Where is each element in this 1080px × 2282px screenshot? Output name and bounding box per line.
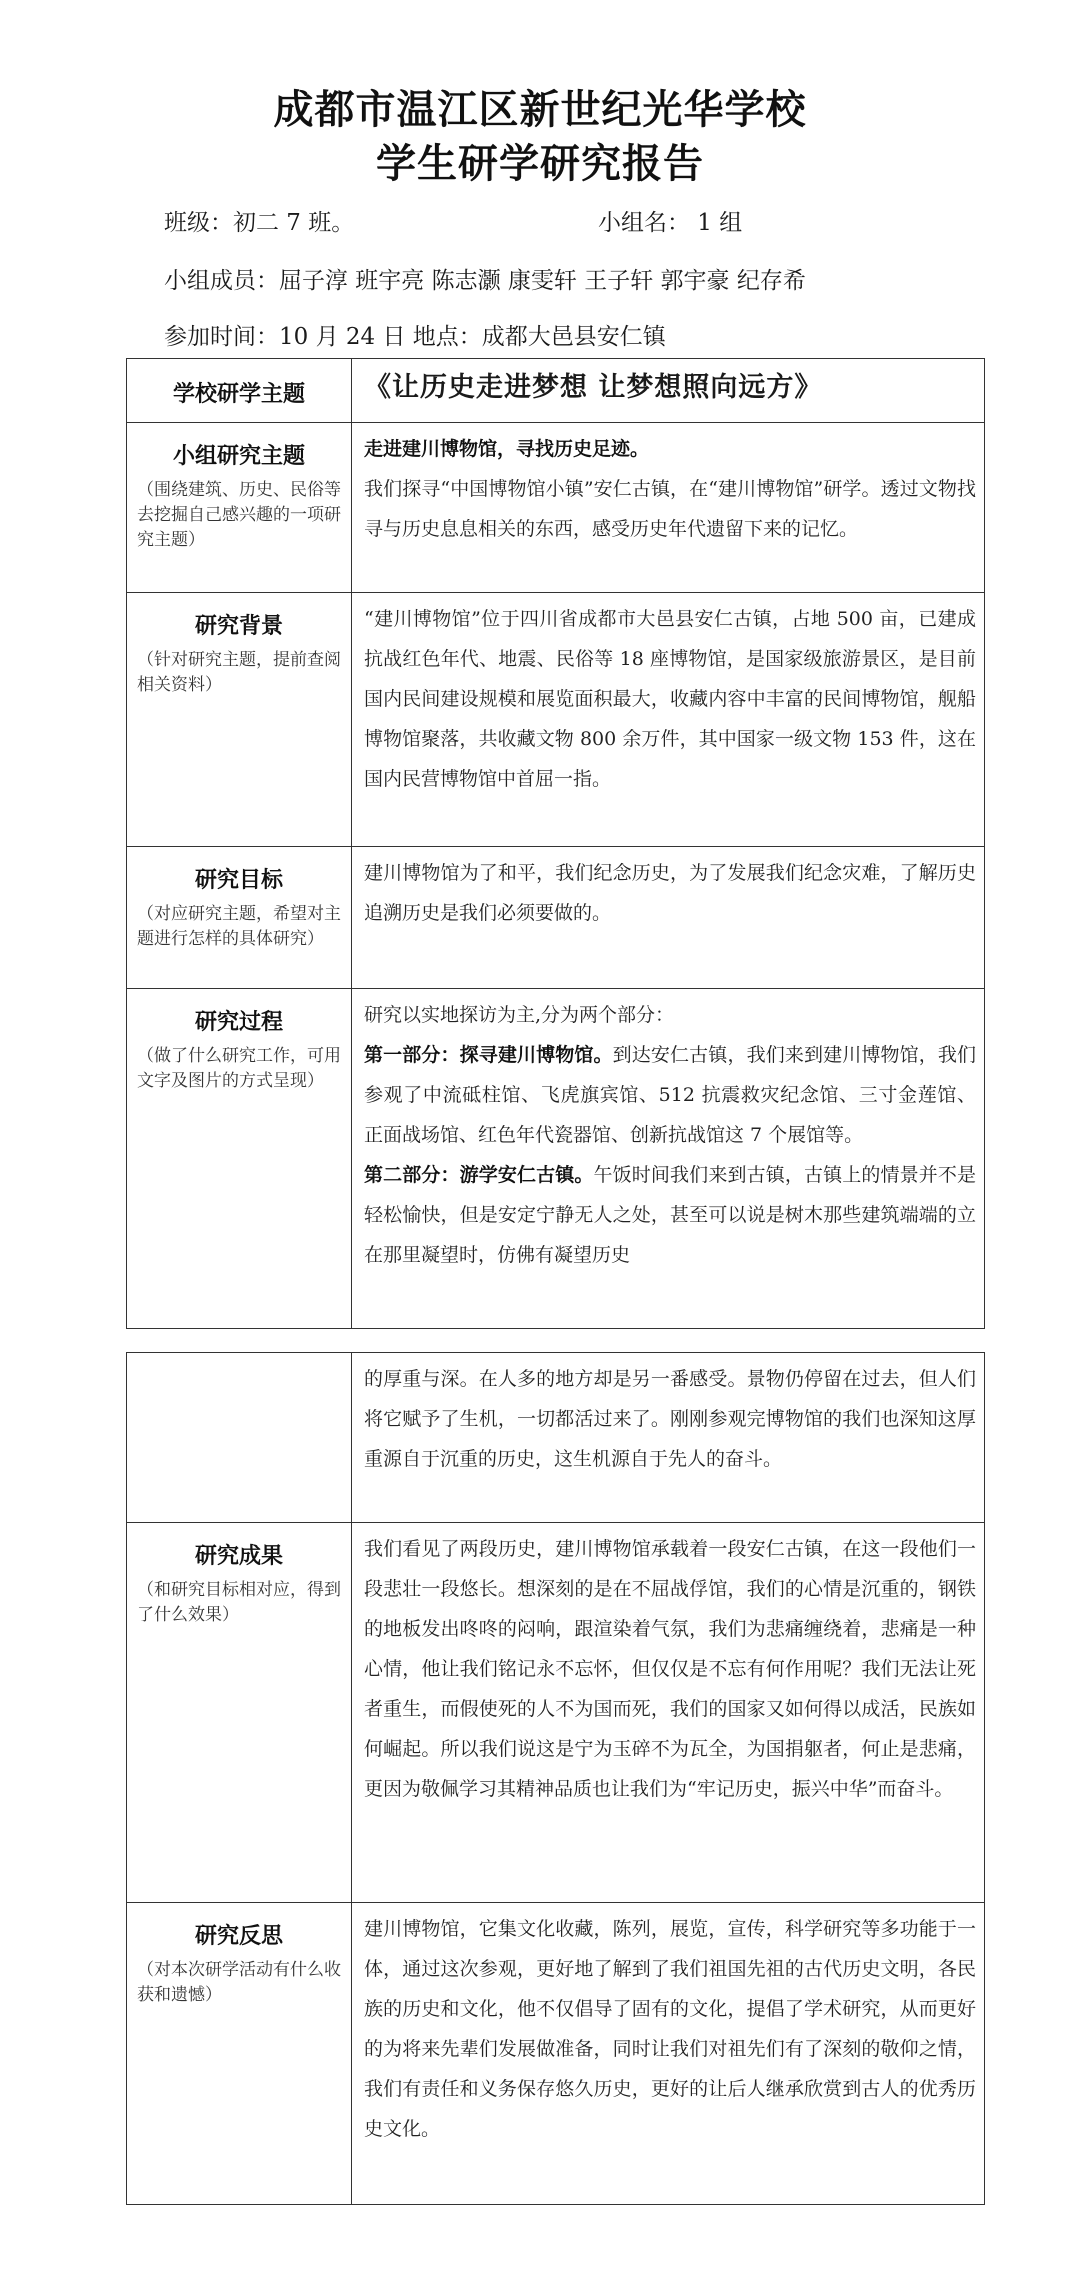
reflection-row xyxy=(127,1903,985,2205)
school-title: 成都市温江区新世纪光华学校 xyxy=(273,87,807,133)
process-continued-text: 的厚重与深。在人多的地方却是另一番感受。景物仍停留在过去，但人们将它赋予了生机，一切都活过来了。刚刚参观完博物馆的我们也深知这厚重源自于沉重的历史，这生机源自于先人的奋斗。 xyxy=(364,1368,976,1470)
process-row xyxy=(127,989,985,1329)
process-part-2-heading: 第二部分：游学安仁古镇。 xyxy=(364,1164,594,1186)
theme-label: 学校研学主题 xyxy=(172,382,305,407)
results-row xyxy=(127,1523,985,1903)
theme-value: 《让历史走进梦想 让梦想照向远方》 xyxy=(352,359,985,423)
goal-text: 建川博物馆为了和平，我们纪念历史，为了发展我们纪念灾难，了解历史追溯历史是我们必须要做的。 xyxy=(364,862,976,924)
goal-label: 研究目标 xyxy=(194,868,283,893)
results-hint: （和研究目标相对应，得到了什么效果） xyxy=(137,1580,341,1625)
results-text: 我们看见了两段历史，建川博物馆承载着一段安仁古镇，在这一段他们一段悲壮一段悠长。想深刻的是在不屈战俘馆，我们的心情是沉重的，钢铁的地板发出咚咚的闷响，跟渲染着气氛，我们为悲痛缠绕着，悲痛是一种心情，他让我们铭记永不忘怀，但仅仅是不忘有何作用呢？我们无法让死者重生，而假使死的人不为国而死，我们的国家又如何得以成活，民族如何崛起。所以我们说这是宁为玉碎不为瓦全，为国捐躯者，何止是悲痛，更因为敬佩学习其精神品质也让我们为“牢记历史，振兴中华”而奋斗。 xyxy=(364,1538,976,1800)
report-title: 学生研学研究报告 xyxy=(376,141,704,187)
group-name-info: 小组名： 1 组 xyxy=(598,210,743,236)
reflection-text: 建川博物馆，它集文化收藏，陈列，展览，宣传，科学研究等多功能于一体，通过这次参观，更好地了解到了我们祖国先祖的古代历史文明，各民族的历史和文化，他不仅倡导了固有的文化，提倡了学术研究，从而更好的为将来先辈们发展做准备，同时让我们对祖先们有了深刻的敬仰之情，我们有责任和义务保存悠久历史，更好的让后人继承欣赏到古人的优秀历史文化。 xyxy=(364,1918,976,2140)
background-row xyxy=(127,593,985,847)
reflection-label: 研究反思 xyxy=(194,1924,283,1949)
background-hint: （针对研究主题，提前查阅相关资料） xyxy=(137,650,341,695)
report-table-part-1 xyxy=(126,358,985,1329)
process-intro: 研究以实地探访为主,分为两个部分： xyxy=(364,1004,675,1026)
process-part-1 xyxy=(364,1035,976,1155)
class-info: 班级：初二 7 班。 xyxy=(164,210,355,236)
theme-row xyxy=(127,359,985,423)
process-part-1-heading: 第一部分：探寻建川博物馆。 xyxy=(364,1044,613,1066)
group-topic-title: 走进建川博物馆，寻找历史足迹。 xyxy=(364,438,650,460)
process-label: 研究过程 xyxy=(194,1010,283,1035)
results-label: 研究成果 xyxy=(194,1544,283,1569)
group-topic-hint: （围绕建筑、历史、民俗等去挖掘自己感兴趣的一项研究主题） xyxy=(137,480,341,550)
background-label: 研究背景 xyxy=(194,614,283,639)
process-part-2 xyxy=(364,1155,976,1275)
time-place-info: 参加时间：10 月 24 日 地点：成都大邑县安仁镇 xyxy=(164,324,666,350)
background-text: “建川博物馆”位于四川省成都市大邑县安仁古镇，占地 500 亩，已建成抗战红色年代、地震、民俗等 18 座博物馆，是国家级旅游景区，是目前国内民间建设规模和展览面积最大，收藏内容中丰富的民间博物馆，舰船博物馆聚落，共收藏文物 800 余万件，其中国家一级文物 153 件，这在国内民营博物馆中首屈一指。 xyxy=(364,608,976,790)
goal-hint: （对应研究主题，希望对主题进行怎样的具体研究） xyxy=(137,904,341,949)
goal-row xyxy=(127,847,985,989)
group-topic-row xyxy=(127,423,985,593)
members-info: 小组成员：屈子淳 班宇亮 陈志灏 康雯轩 王子轩 郭宇豪 纪存希 xyxy=(164,268,806,294)
process-part-2-text: 午饭时间我们来到古镇，古镇上的情景并不是轻松愉快，但是安定宁静无人之处，甚至可以说是树木那些建筑端端的立在那里凝望时，仿佛有凝望历史 xyxy=(364,1164,976,1266)
process-part-1-text: 到达安仁古镇，我们来到建川博物馆，我们参观了中流砥柱馆、飞虎旗宾馆、512 抗震救灾纪念馆、三寸金莲馆、正面战场馆、红色年代瓷器馆、创新抗战馆这 7 个展馆等。 xyxy=(364,1044,976,1146)
group-topic-text: 我们探寻“中国博物馆小镇”安仁古镇，在“建川博物馆”研学。透过文物找寻与历史息息相关的东西，感受历史年代遗留下来的记忆。 xyxy=(364,478,976,540)
process-hint: （做了什么研究工作，可用文字及图片的方式呈现） xyxy=(137,1046,341,1091)
group-topic-label: 小组研究主题 xyxy=(172,444,305,469)
report-table-part-2 xyxy=(126,1352,985,2205)
reflection-hint: （对本次研学活动有什么收获和遗憾） xyxy=(137,1960,341,2005)
process-continued-row xyxy=(127,1353,985,1523)
